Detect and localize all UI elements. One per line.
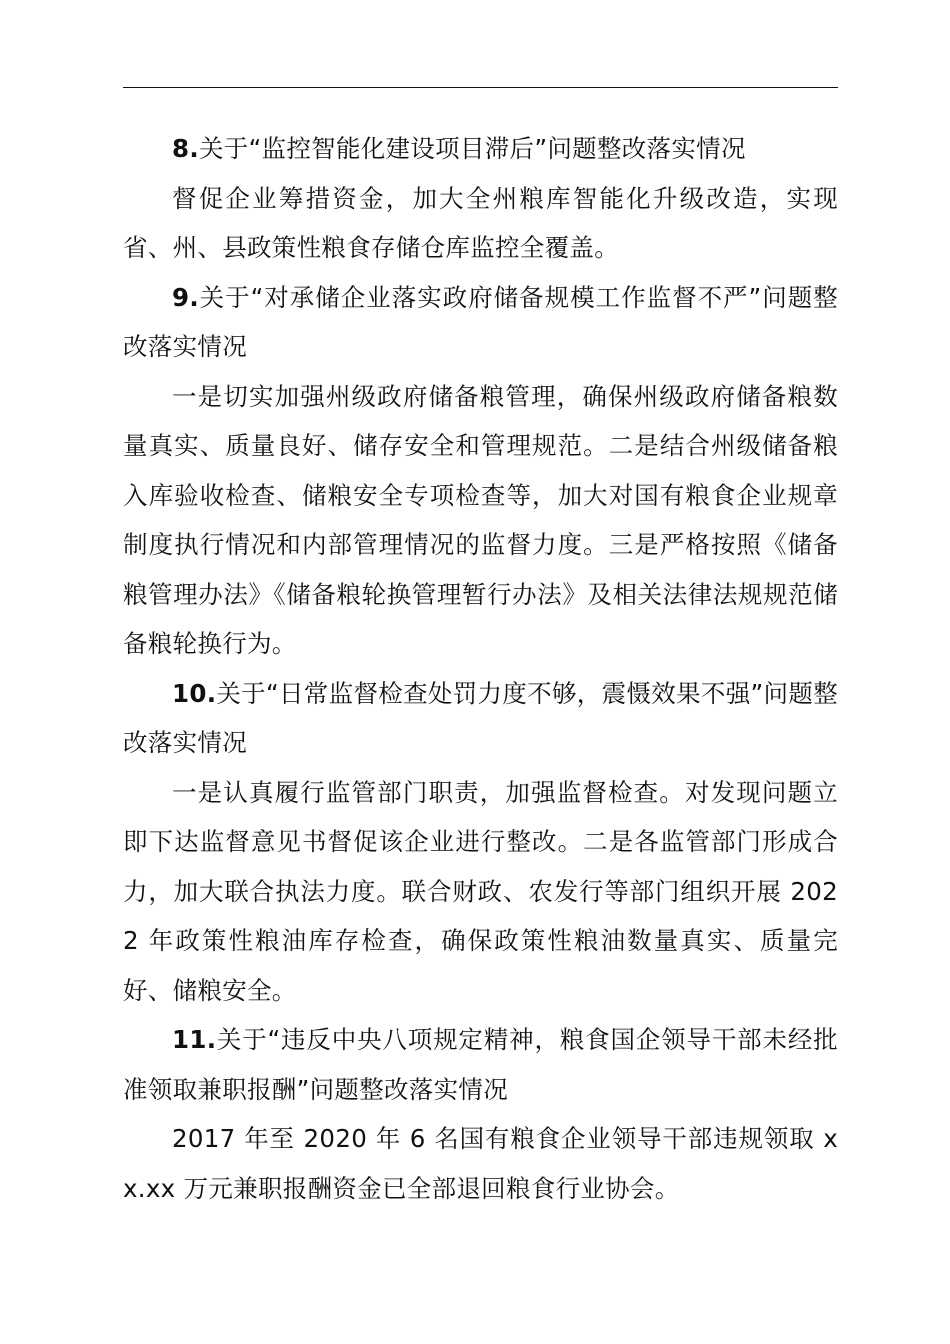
section-number: 11. <box>172 1025 217 1054</box>
section-title: 关于“日常监督检查处罚力度不够，震慑效果不强”问题整改落实情况 <box>123 678 838 757</box>
section-body-10: 一是认真履行监管部门职责，加强监督检查。对发现问题立即下达监督意见书督促该企业进行整改。二是各监管部门形成合力，加大联合执法力度。联合财政、农发行等部门组织开展 2022 年政策性粮油库存检查，确保政策性粮油数量真实、质量完好、储粮安全。 <box>123 777 838 1005</box>
header-rule <box>123 87 838 88</box>
section-title: 关于“监控智能化建设项目滞后”问题整改落实情况 <box>198 134 746 163</box>
section-number: 10. <box>172 678 217 708</box>
section-number: 9. <box>172 282 199 312</box>
section-title: 关于“违反中央八项规定精神，粮食国企领导干部未经批准领取兼职报酬”问题整改落实情况 <box>123 1025 838 1104</box>
section-heading-8 <box>123 124 838 174</box>
section-title: 关于“对承储企业落实政府储备规模工作监督不严”问题整改落实情况 <box>123 282 838 361</box>
section-heading-10 <box>123 669 838 768</box>
section-body-11: 2017 年至 2020 年 6 名国有粮食企业领导干部违规领取 xx.xx 万元兼职报酬资金已全部退回粮食行业协会。 <box>123 1124 838 1203</box>
section-body-9: 一是切实加强州级政府储备粮管理，确保州级政府储备粮数量真实、质量良好、储存安全和管理规范。二是结合州级储备粮入库验收检查、储粮安全专项检查等，加大对国有粮食企业规章制度执行情况和内部管理情况的监督力度。三是严格按照《储备粮管理办法》《储备粮轮换管理暂行办法》及相关法律法规规范储备粮轮换行为。 <box>123 381 838 658</box>
section-heading-11 <box>123 1015 838 1114</box>
section-heading-9 <box>123 273 838 372</box>
section-body-8: 督促企业筹措资金，加大全州粮库智能化升级改造，实现省、州、县政策性粮食存储仓库监控全覆盖。 <box>123 183 838 262</box>
document-body <box>123 124 838 1213</box>
section-number: 8. <box>172 134 199 163</box>
